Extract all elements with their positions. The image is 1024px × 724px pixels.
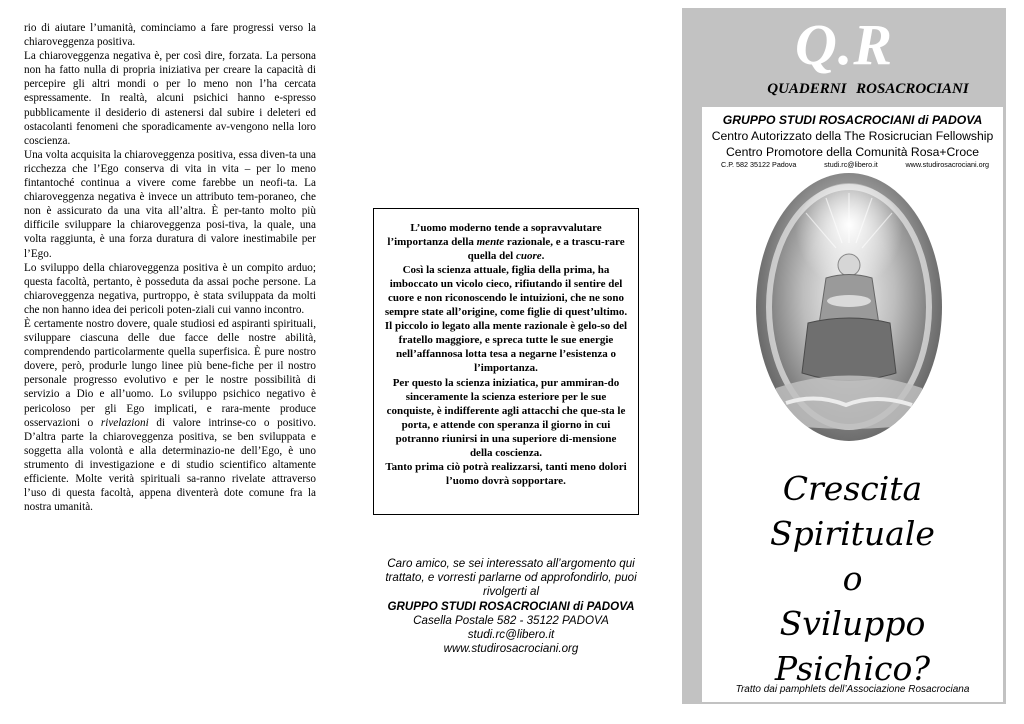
italic-word: rivelazioni	[100, 416, 149, 429]
series-logo: Q.R	[794, 12, 894, 77]
paragraph-text: di valore intrinse-co o positivo. D’altra parte la chiaroveggenza positiva, se ben sviluppata e soggetta alla volontà e alla determinazio-ne dell’Ego, è uno strumento di investigazione e di studio scientifico altamente efficiente. Molte verità spirituali sa-ranno rivelate attraverso l’uso di questa facoltà, appena diventerà dote comune fra la nostra umanità.	[24, 416, 316, 514]
group-email: studi.rc@libero.it	[824, 160, 878, 169]
book-title	[702, 466, 1003, 691]
book-title-line: o	[842, 559, 863, 598]
contact-group-name: GRUPPO STUDI ROSACROCIANI di PADOVA	[387, 599, 635, 613]
quote-paragraph: Per questo la scienza iniziatica, pur ammiran-do sinceramente la scienza esteriore per le sue conquiste, è indifferente agli attacchi che que-sta le porta, e attende con speranza il giorno in cui potranno riunirsi in una superiore di-mensione della coscienza.	[386, 376, 626, 459]
group-contact-row	[702, 160, 1003, 170]
paragraph: Lo sviluppo della chiaroveggenza positiva è un compito arduo; questa facoltà, pertanto, è posseduta da assai poche persone. La chiaroveggenza negativa, purtroppo, è stata sviluppata da molti che non hanno idea dei pericoli poten-ziali cui vanno incontro.	[24, 261, 316, 316]
contact-address: Casella Postale 582 - 35122 PADOVA	[413, 613, 609, 627]
paragraph: rio di aiutare l’umanità, cominciamo a fare progressi verso la chiaroveggenza positiva.	[24, 22, 316, 49]
book-title-line: Crescita Spirituale	[770, 469, 935, 553]
group-name: GRUPPO STUDI ROSACROCIANI di PADOVA	[722, 113, 983, 127]
contact-email: studi.rc@libero.it	[467, 628, 555, 642]
book-title-line: Sviluppo Psichico?	[774, 604, 931, 688]
quote-text: L’uomo moderno tende a sopravvalutare l’importanza della	[387, 222, 602, 249]
group-info	[702, 113, 1003, 170]
contact-block	[366, 557, 656, 656]
quote-emphasis: mente	[476, 236, 505, 249]
paragraph-text: È certamente nostro dovere, quale studiosi ed aspiranti spirituali, sviluppare ciascuna delle due facce delle nostre abilità, comprendendo particolarmente quella superfisica. È pure nostro dovere, però, produrle lungo linee più bene-fiche per il nostro personale progresso evolutivo e per le nostre possibilità di servizio a Dio e all’uomo. Lo sviluppo psichico negativo è pericoloso per gli Ego implicati, e rara-mente produce osservazioni o	[24, 317, 316, 429]
left-text-column	[24, 21, 316, 514]
source-note: Tratto dai pamphlets dell’Associazione Rosacrociana	[735, 684, 970, 695]
quote-paragraph: Tanto prima ciò potrà realizzarsi, tanti meno dolori l’uomo dovrà sopportare.	[385, 460, 627, 487]
paragraph: Una volta acquisita la chiaroveggenza positiva, essa diven-ta una ricchezza che l’Ego conserva di vita in vita – per lo meno fintantoché continua a vivere come farebbe un neofi-ta. La chiaroveggenza negativa è invece un attributo tem-poraneo, che non è assicurato da una vita all’altra. È per-tanto molto più difficile sviluppare la chiaroveggenza posi-tiva, la quale, una volta raggiunta, è una forza duratura di valore inestimabile per l’Ego.	[24, 148, 316, 260]
contact-line: rivolgerti al	[482, 585, 540, 599]
group-promoter: Centro Promotore della Comunità Rosa+Croce	[725, 145, 979, 159]
quote-text: .	[541, 250, 545, 263]
quote-text: razionale, e a trascu-rare quella del	[467, 236, 625, 263]
paragraph: La chiaroveggenza negativa è, per così dire, forzata. La persona non ha fatto nulla di propria iniziativa per creare la capacità di percepire gli altri mondi o per lo meno non l’ha cercata espressamente. In realtà, alcuni psichici hanno e-spresso pubblicamente il desiderio di astenersi dal subire i deleteri ed ostacolanti fenomeni che sporadicamente av-vengono nella loro coscienza.	[24, 50, 316, 147]
group-website: www.studirosacrociani.org	[905, 160, 989, 169]
series-name: QUADERNI ROSACROCIANI	[767, 81, 969, 97]
quote-paragraph	[384, 221, 628, 263]
quote-emphasis: cuore	[515, 250, 542, 263]
contact-line: Caro amico, se sei interessato all’argomento qui	[387, 557, 635, 570]
contact-website: www.studirosacrociani.org	[443, 642, 579, 656]
paragraph	[24, 317, 316, 514]
group-address: C.P. 582 35122 Padova	[721, 160, 797, 169]
spiritual-figure-illustration	[756, 173, 942, 441]
contact-line: trattato, e vorresti parlarne od approfondirlo, puoi	[385, 571, 637, 585]
quote-box	[373, 208, 639, 515]
group-affiliation: Centro Autorizzato della The Rosicrucian Fellowship	[711, 129, 994, 143]
quote-paragraph: Così la scienza attuale, figlia della prima, ha imboccato un vicolo cieco, rifiutando il sentire del cuore e non riconoscendo le intuizioni, che ne sono sempre state all’origine, come figlie di quest’ultimo.	[384, 264, 628, 319]
quote-paragraph: Il piccolo io legato alla mente razionale è gelo-so del fratello maggiore, e spreca tutte le sue energie nell’affannosa lotta tesa a negarne l’esistenza o l’importanza.	[384, 320, 628, 375]
